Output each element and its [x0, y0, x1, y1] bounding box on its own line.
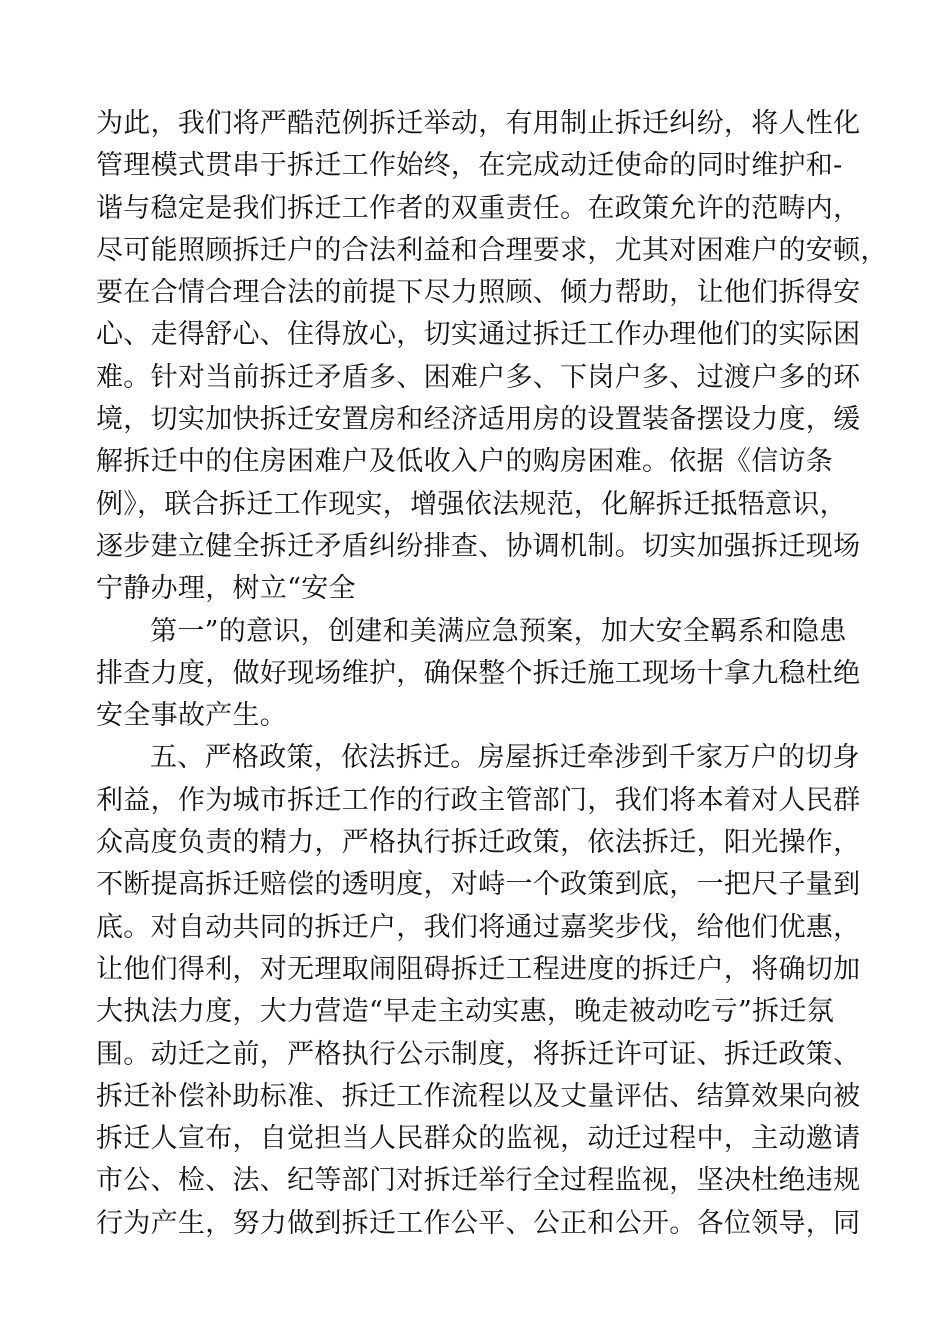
- text-line: 不断提高拆迁赔偿的透明度，对峙一个政策到底，一把尺子量到: [96, 869, 861, 901]
- text-line: 围。动迁之前，严格执行公示制度，将拆迁许可证、拆迁政策、: [96, 1038, 861, 1070]
- text-line: 众高度负责的精力，严格执行拆迁政策，依法拆迁，阳光操作，: [96, 827, 861, 859]
- text-line: 五、严格政策，依法拆迁。房屋拆迁牵涉到千家万户的切身: [150, 742, 860, 774]
- document-body: [96, 103, 888, 1245]
- text-line: 安全事故产生。: [96, 700, 288, 732]
- text-line: 心、走得舒心、住得放心，切实通过拆迁工作办理他们的实际困: [96, 319, 861, 351]
- text-line: 第一”的意识，创建和美满应急预案，加大安全羁系和隐患: [150, 615, 847, 647]
- text-line: 境，切实加快拆迁安置房和经济适用房的设置装备摆设力度，缓: [96, 404, 861, 436]
- text-line: 让他们得利，对无理取闹阻碍拆迁工程进度的拆迁户，将确切加: [96, 953, 861, 985]
- text-line: 谐与稳定是我们拆迁工作者的双重责任。在政策允许的范畴内，: [96, 192, 861, 224]
- text-line: 排查力度，做好现场维护，确保整个拆迁施工现场十拿九稳杜绝: [96, 657, 861, 689]
- text-line: 例》，联合拆迁工作现实，增强依法规范，化解拆迁抵牾意识，: [96, 488, 847, 520]
- text-line: 宁静办理，树立“安全: [96, 573, 356, 605]
- text-line: 行为产生，努力做到拆迁工作公平、公正和公开。各位领导，同: [96, 1207, 861, 1239]
- text-line: 利益，作为城市拆迁工作的行政主管部门，我们将本着对人民群: [96, 784, 861, 816]
- text-line: 要在合情合理合法的前提下尽力照顾、倾力帮助，让他们拆得安: [96, 277, 861, 309]
- text-line: 尽可能照顾拆迁户的合法利益和合理要求，尤其对困难户的安顿，: [96, 234, 888, 266]
- text-line: 拆迁人宣布，自觉担当人民群众的监视，动迁过程中，主动邀请: [96, 1123, 861, 1155]
- text-line: 市公、检、法、纪等部门对拆迁举行全过程监视，坚决杜绝违规: [96, 1165, 861, 1197]
- text-line: 管理模式贯串于拆迁工作始终，在完成动迁使命的同时维护和-: [96, 150, 843, 182]
- text-line: 逐步建立健全拆迁矛盾纠纷排查、协调机制。切实加强拆迁现场: [96, 530, 861, 562]
- text-line: 拆迁补偿补助标准、拆迁工作流程以及丈量评估、结算效果向被: [96, 1080, 861, 1112]
- text-line: 底。对自动共同的拆迁户，我们将通过嘉奖步伐，给他们优惠，: [96, 911, 861, 943]
- text-line: 解拆迁中的住房困难户及低收入户的购房困难。依据《信访条: [96, 446, 834, 478]
- text-line: 难。针对当前拆迁矛盾多、困难户多、下岗户多、过渡户多的环: [96, 361, 861, 393]
- text-line: 大执法力度，大力营造“早走主动实惠，晚走被动吃亏”拆迁氛: [96, 996, 835, 1028]
- text-line: 为此，我们将严酷范例拆迁举动，有用制止拆迁纠纷，将人性化: [96, 108, 861, 139]
